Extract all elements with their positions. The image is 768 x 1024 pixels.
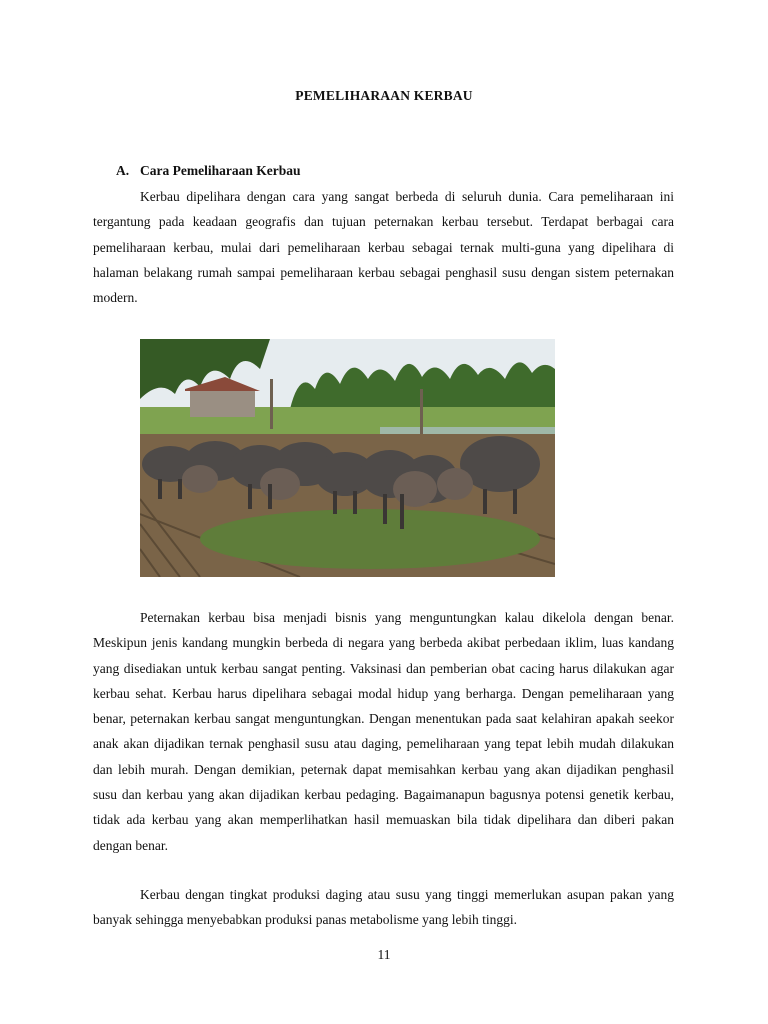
page-title: PEMELIHARAAN KERBAU — [295, 88, 473, 103]
section-number: A. — [116, 163, 130, 178]
buffalo-herd-photo — [140, 339, 555, 577]
paragraph-1: Kerbau dipelihara dengan cara yang sangat berbeda di seluruh dunia. Cara pemeliharaan ini tergantung pada keadaan geografis dan tujuan peternakan kerbau tersebut. Terdapat berbagai cara pemeliharaan kerbau, mulai dari pemeliharaan kerbau sebagai ternak multi-guna yang dipelihara di halaman belakang rumah sampai pemeliharaan kerbau sebagai penghasil susu dengan sistem peternakan modern. — [93, 189, 674, 306]
section-heading — [116, 163, 300, 179]
page-number: 11 — [377, 947, 391, 962]
paragraph-2: Peternakan kerbau bisa menjadi bisnis yang menguntungkan kalau dikelola dengan benar. Meskipun jenis kandang mungkin berbeda di negara yang berbeda akibat perbedaan iklim, luas kandang yang disediakan untuk kerbau sangat penting. Vaksinasi dan pemberian obat cacing harus dilakukan agar kerbau sehat. Kerbau harus dipelihara sebagai modal hidup yang berharga. Dengan pemeliharaan yang benar, peternakan kerbau sangat menguntungkan. Dengan menentukan pada saat kelahiran apakah seekor anak akan dijadikan ternak penghasil susu atau daging, pemeliharaan yang tepat lebih mudah dilakukan dan lebih murah. Dengan demikian, peternak dapat memisahkan kerbau yang akan dijadikan penghasil susu dan kerbau yang akan dijadikan kerbau pedaging. Bagaimanapun bagusnya potensi genetik kerbau, tidak ada kerbau yang akan memperlihatkan hasil memuaskan bila tidak dipelihara dan diberi pakan dengan benar. — [93, 610, 674, 853]
section-heading-text: Cara Pemeliharaan Kerbau — [140, 163, 301, 178]
paragraph-3: Kerbau dengan tingkat produksi daging atau susu yang tinggi memerlukan asupan pakan yang banyak sehingga menyebabkan produksi panas metabolisme yang lebih tinggi. — [93, 887, 674, 928]
